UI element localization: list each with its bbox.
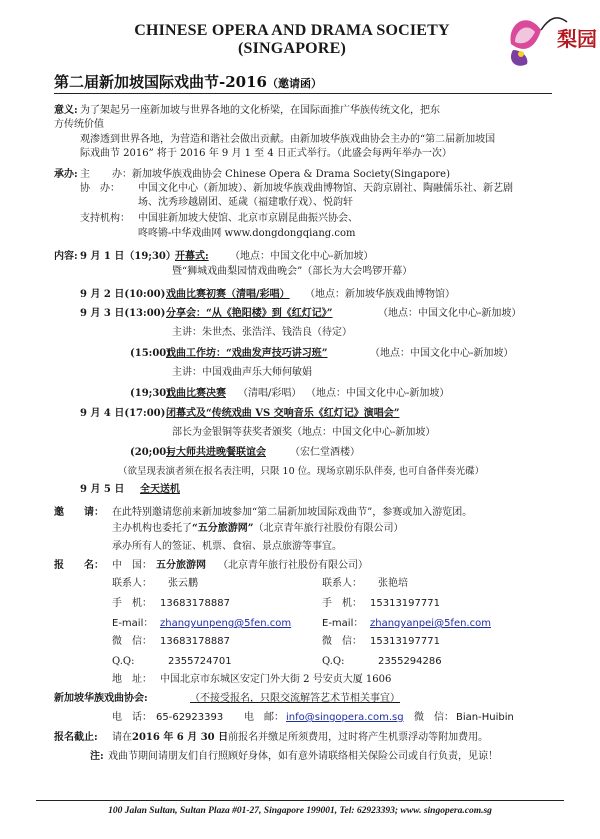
contact-name-2: 张艳培 [378,578,408,589]
registration-label: 报 名： [54,560,104,571]
deadline-text-a: 请在 [112,732,132,743]
schedule-row-6-sub: 部长为金银铜等获奖者颁奖（地点：中国文化中心-新加坡） [172,427,436,438]
schedule-row-1-sub: 暨“狮城戏曲梨园情戏曲晚会”（部长为大会鸣锣开幕） [172,266,413,277]
supporter-label: 支持机构： [80,213,130,224]
qq-label-2: Q.Q: [322,656,345,667]
invite-label: 邀 请： [54,507,104,518]
schedule-row-1-date: 9 月 1 日（19;30） [80,251,176,262]
schedule-row-4-time: (15:00) [130,348,171,359]
schedule-row-8-date: 9 月 5 日 [80,484,125,495]
society-title: CHINESE OPERA AND DRAMA SOCIETY (SINGAPORE) [134,22,450,57]
intro-line-2: 方传统价值 [54,119,104,130]
schedule-row-3-event: 分享会：“从《艳阳楼》到《红灯记》” [166,308,333,319]
schedule-row-2-place: （地点：新加坡华族戏曲博物馆） [305,289,455,300]
deadline-label: 报名截止: [54,732,98,743]
email-link-1[interactable]: zhangyunpeng@5fen.com [160,618,292,629]
schedule-row-5-time: (19;30) [130,388,171,399]
schedule-row-3-sub: 主讲：朱世杰、张浩洋、钱浩良（待定） [172,327,352,338]
intro-label: 意义: [54,105,78,116]
schedule-row-3-date: 9 月 3 日(13:00) [80,308,166,319]
schedule-row-4-event: 戏曲工作坊：“戏曲发声技巧讲习班” [166,348,328,359]
address-label: 地 址： [112,674,152,685]
invite-line-3: 承办所有人的签证、机票、食宿、景点旅游等事宜。 [112,541,342,552]
host-text: 办：新加坡华族戏曲协会 Chinese Opera & Drama Society(Singapore) [112,169,450,180]
invite-agency-name: “五分旅游网” [192,523,254,534]
registration-country: 中 国： [112,560,152,571]
sg-contact-label: 新加坡华族戏曲协会: [54,693,148,704]
festival-title [54,71,322,92]
schedule-label: 内容: [54,251,78,262]
co-organizer-line-1: 中国文化中心（新加坡）、新加坡华族戏曲博物馆、天韵京剧社、陶融儒乐社、新艺剧 [138,183,513,194]
email-label-2: E-mail： [322,618,364,629]
schedule-row-1-place: （地点：中国文化中心-新加坡） [230,251,374,262]
sg-wechat: Bian-Huibin [456,712,514,723]
registration-agency-full: （北京青年旅行社股份有限公司） [218,560,368,571]
schedule-row-3-place: （地点：中国文化中心-新加坡） [378,308,522,319]
schedule-row-7-note: （欲呈现表演者须在报名表注明，只限 10 位。现场京剧乐队伴奏, 也可自备伴奏光碟） [118,466,485,477]
sg-email-link[interactable]: info@singopera.com.sg [286,712,404,723]
schedule-row-7-place: （宏仁堂酒楼） [290,447,360,458]
email-link-2[interactable]: zhangyanpei@5fen.com [370,618,491,629]
schedule-row-2-event: 戏曲比赛初赛（清唱/彩唱） [166,289,290,300]
schedule-row-1-event: 开幕式: [175,251,209,262]
sg-wechat-label: 微 信： [414,712,454,723]
supporter-line-1: 中国驻新加坡大使馆、北京市京剧昆曲振兴协会、 [138,213,358,224]
wechat-label-1: 微 信： [112,636,152,647]
note-text: 戏曲节期间请朋友们自行照顾好身体，如有意外请联络相关保险公司或自行负责，见谅！ [108,751,498,762]
schedule-row-7-event: 与大师共进晚餐联谊会 [166,447,266,458]
sg-contact-note: （不接受报名，只限交流解答艺术节相关事宜） [190,693,400,704]
schedule-row-4-place: （地点：中国文化中心-新加坡） [370,348,514,359]
host-sub: 主 [80,169,90,180]
schedule-row-7-time: (20;00) [130,447,171,458]
title-divider [54,93,552,94]
invite-line-2a: 主办机构也委托了 [112,523,192,534]
intro-line-1: 为了架起另一座新加坡与世界各地的文化桥梁，在国际面推广华族传统文化，把东 [80,105,440,116]
schedule-row-4-sub: 主讲：中国戏曲声乐大师何敏娟 [172,367,312,378]
logo-char-li: 梨园 [557,27,597,51]
phone-2: 15313197771 [370,598,440,609]
qq-label-1: Q.Q: [112,656,135,667]
email-label-1: E-mail： [112,618,154,629]
schedule-row-8-event: 全天送机 [140,484,180,495]
schedule-row-5-place: （地点：中国文化中心-新加坡） [306,388,450,399]
contact-name-1: 张云鹏 [168,578,198,589]
sg-email-label: 电 邮： [244,712,284,723]
co-organizer-line-2: 场、沈秀珍越剧团、延歲（福建歌仔戏）、悦韵轩 [138,197,353,208]
schedule-row-6-date: 9 月 4 日(17:00) [80,408,166,419]
intro-line-4: 际戏曲节 2016” 将于 2016 年 9 月 1 至 4 日正式举行。（此盛会每两年举办一次） [80,148,452,159]
registration-agency: 五分旅游网 [156,560,206,571]
qq-1: 2355724701 [168,656,232,667]
intro-line-3: 观渗透到世界各地，为营造和谐社会做出贡献。由新加坡华族戏曲协会主办的“第二届新加坡国 [80,134,496,145]
phone-1: 13683178887 [160,598,230,609]
address: 中国北京市东城区安定门外大街 2 号安贞大厦 1606 [160,674,392,685]
contact-label-2: 联系人： [322,578,362,589]
supporter-line-2: 咚咚锵-中华戏曲网 www.dongdongqiang.com [138,228,356,239]
invite-line-2 [112,522,404,535]
invite-line-1: 在此特别邀请您前来新加坡参加“第二届新加坡国际戏曲节”，参赛或加入游览团。 [112,507,473,518]
invitation-label: （邀请函） [266,77,322,90]
footer-address: 100 Jalan Sultan, Sultan Plaza #01-27, Singapore 199001, Tel: 62923393; www. singopera.com.sg [108,806,492,816]
qq-2: 2355294286 [378,656,442,667]
deadline-text-b: 前报名并缴足所须费用，过时将产生机票浮动等附加费用。 [228,732,489,743]
schedule-row-5-mid: （清唱/彩唱） [238,388,302,399]
deadline-text [112,731,488,744]
co-organizer-label: 协 办： [80,183,120,194]
host-label: 承办: [54,169,78,180]
contact-label-1: 联系人： [112,578,152,589]
note-label: 注: [90,751,104,762]
schedule-row-6-event: 闭幕式及“传统戏曲 VS 交响音乐《红灯记》演唱会” [166,408,400,419]
festival-title-text: 第二届新加坡国际戏曲节-2016 [54,73,267,91]
wechat-1: 13683178887 [160,636,230,647]
schedule-row-2-date: 9 月 2 日(10:00) [80,289,166,300]
footer-divider [36,800,564,801]
phone-label-2: 手 机： [322,598,362,609]
wechat-label-2: 微 信： [322,636,362,647]
schedule-row-5-event: 戏曲比赛决赛 [166,388,226,399]
invite-agency-full: （北京青年旅行社股份有限公司） [253,523,404,534]
sg-tel: 65-62923393 [156,712,224,723]
sg-tel-label: 电 话： [112,712,152,723]
wechat-2: 15313197771 [370,636,440,647]
society-logo [497,4,597,76]
phone-label-1: 手 机： [112,598,152,609]
deadline-date: 2016 年 6 月 30 日 [132,732,229,743]
